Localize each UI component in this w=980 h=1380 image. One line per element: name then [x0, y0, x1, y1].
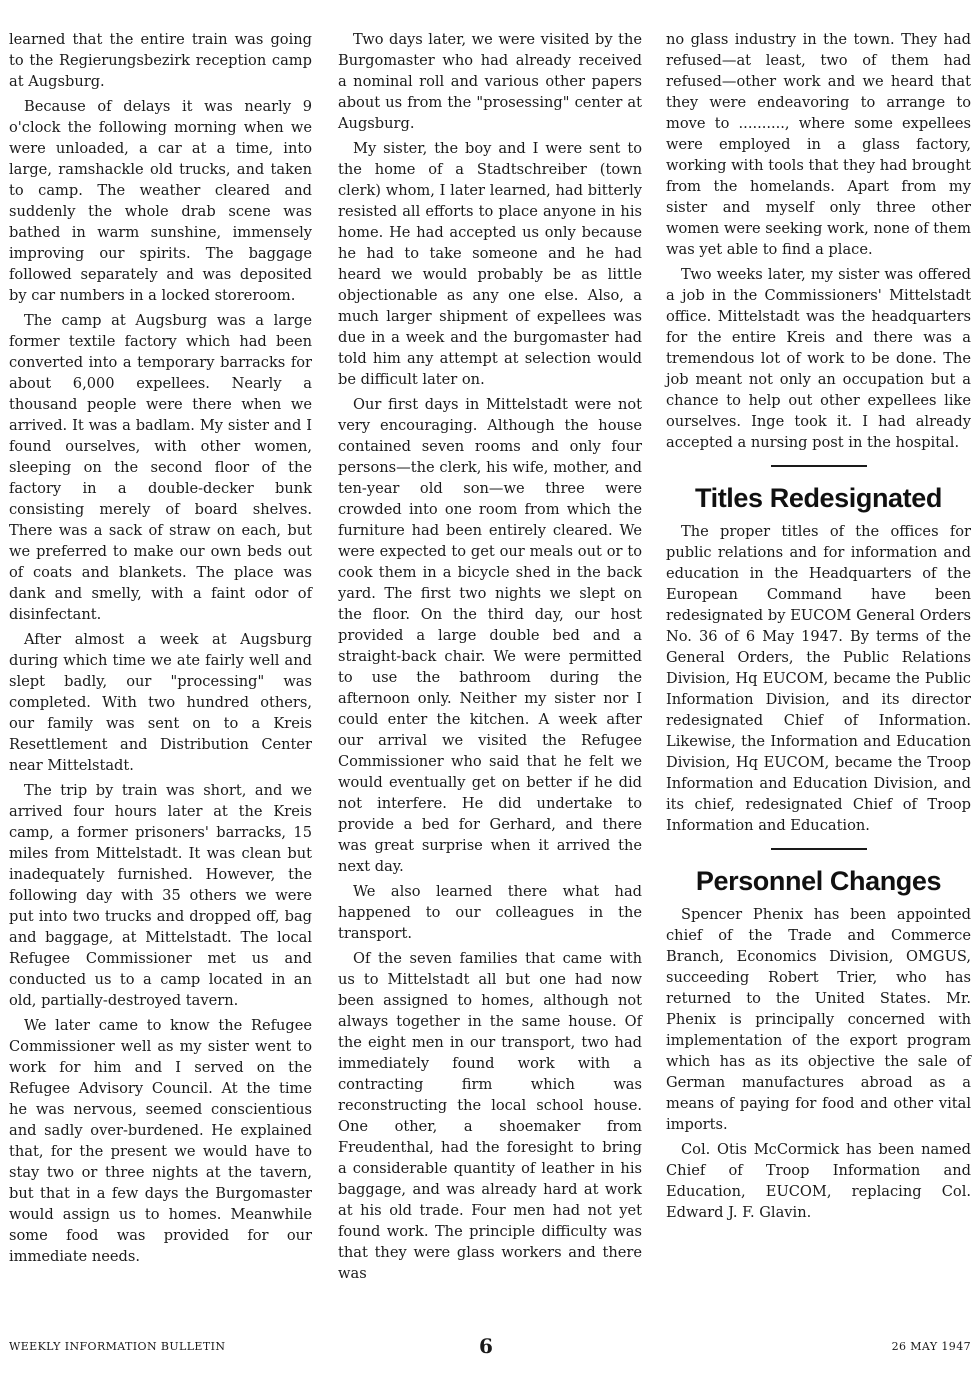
paragraph: After almost a week at Augsburg during which time we ate fairly well and slept badly, our "processing" was completed. With two hundred others, our family was sent on to a Kreis Resettlement and Distribution Center near Mittelstadt.	[9, 631, 312, 774]
paragraph: Because of delays it was nearly 9 o'clock the following morning when we were unloaded, a car at a time, into large, ramshackle old trucks, and taken to camp. The weather cleared and suddenly the whole drab scene was bathed in warm sunshine, immensely improving our spirits. The baggage followed separately and was deposited by car numbers in a locked storeroom.	[9, 98, 312, 304]
section-heading-titles: Titles Redesignated	[695, 483, 942, 513]
section-divider	[771, 848, 867, 850]
paragraph: Two weeks later, my sister was offered a job in the Commissioners' Mittelstadt office. Mittelstadt was the headquarters for the entire Kreis and there was a tremendous lot of work to be done. The job meant not only an occupation but a chance to help out other expellees like ourselves. Inge took it. I had already accepted a nursing post in the hospital.	[666, 266, 971, 451]
column-left	[9, 29, 312, 1271]
paragraph: The proper titles of the offices for public relations and for information and education in the Headquarters of the European Command have been redesignated by EUCOM General Orders No. 36 of 6 May 1947. By terms of the General Orders, the Public Relations Division, Hq EUCOM, became the Public Information Division, and its director redesignated Chief of Information. Likewise, the Information and Education Division, Hq EUCOM, became the Troop Information and Education Division, and its chief, redesignated Chief of Troop Information and Education.	[666, 523, 971, 834]
column-middle	[338, 29, 642, 1288]
paragraph: Our first days in Mittelstadt were not very encouraging. Although the house contained seven rooms and only four persons—the clerk, his wife, mother, and ten-year old son—we three were crowded into one room from which the furniture had been entirely cleared. We were expected to get our meals out or to cook them in a bicycle shed in the back yard. The first two nights we slept on the floor. On the third day, our host provided a large double bed and a straight-back chair. We were permitted to use the bathroom during the afternoon only. Neither my sister nor I could enter the kitchen. A week after our arrival we visited the Refugee Commissioner who said that he felt we would eventually get on better if he did not interfere. He did undertake to provide a bed for Gerhard, and there was great surprise when it arrived the next day.	[338, 396, 642, 875]
paragraph: The trip by train was short, and we arrived four hours later at the Kreis camp, a former prisoners' barracks, 15 miles from Mittelstadt. It was clean but inadequately furnished. However, the following day with 35 others we were put into two trucks and dropped off, bag and baggage, at Mittelstadt. The local Refugee Commissioner met us and conducted us to a camp located in an old, partially-destroyed tavern.	[9, 782, 312, 1009]
paragraph: Of the seven families that came with us to Mittelstadt all but one had now been assigned to homes, although not always together in the same house. Of the eight men in our transport, two had immediately found work with a contracting firm which was reconstructing the local school house. One other, a shoemaker from Freudenthal, had the foresight to bring a considerable quantity of leather in his baggage, and was already hard at work at his old trade. Four men had not yet found work. The principle difficulty was that they were glass workers and there was	[338, 950, 642, 1282]
paragraph: Spencer Phenix has been appointed chief of the Trade and Commerce Branch, Economics Division, OMGUS, succeeding Robert Trier, who has returned to the United States. Mr. Phenix is principally concerned with implementation of the export program which has as its objective the sale of German manufactures abroad as a means of paying for food and other vital imports.	[666, 906, 971, 1133]
section-heading-personnel: Personnel Changes	[695, 866, 942, 896]
page-footer	[9, 1334, 971, 1364]
page-number: 6	[479, 1334, 494, 1358]
paragraph: My sister, the boy and I were sent to the home of a Stadtschreiber (town clerk) whom, I later learned, had bitterly resisted all efforts to place anyone in his home. He had accepted us only because he had to take someone and he had heard we would probably be as little objectionable as any one else. Also, a much larger shipment of expellees was due in a week and the burgomaster had told him any attempt at selection would be difficult later on.	[338, 140, 642, 388]
publication-name: WEEKLY INFORMATION BULLETIN	[9, 1340, 226, 1353]
paragraph: The camp at Augsburg was a large former textile factory which had been converted into a temporary barracks for about 6,000 expellees. Nearly a thousand people were there when we arrived. It was a badlam. My sister and I found ourselves, with other women, sleeping on the second floor of the factory in a double-decker bunk consisting merely of board shelves. There was a sack of straw on each, but we preferred to make our own beds out of coats and blankets. The place was dank and smelly, with a faint odor of disinfectant.	[9, 312, 312, 623]
paragraph: Two days later, we were visited by the Burgomaster who had already received a nominal roll and various other papers about us from the "prosessing" center at Augsburg.	[338, 31, 642, 132]
paragraph: We also learned there what had happened to our colleagues in the transport.	[338, 883, 642, 942]
paragraph: learned that the entire train was going to the Regierungsbezirk reception camp at Augsburg.	[9, 31, 312, 90]
paragraph: We later came to know the Refugee Commissioner well as my sister went to work for him and I served on the Refugee Advisory Council. At the time he was nervous, seemed conscientious and sadly over-burdened. He explained that, for the present we would have to stay two or three nights at the tavern, but that in a few days the Burgomaster would assign us to homes. Meanwhile some food was provided for our immediate needs.	[9, 1017, 312, 1265]
paragraph: Col. Otis McCormick has been named Chief of Troop Information and Education, EUCOM, replacing Col. Edward J. F. Glavin.	[666, 1141, 971, 1221]
column-right	[666, 29, 971, 1227]
paragraph: no glass industry in the town. They had refused—at least, two of them had refused—other work and we heard that they were endeavoring to arrange to move to .........., where some expellees were employed in a glass factory, working with tools that they had brought from the homelands. Apart from my sister and myself only three other women were seeking work, none of them was yet able to find a place.	[666, 31, 971, 258]
issue-date: 26 MAY 1947	[891, 1340, 971, 1353]
section-divider	[771, 465, 867, 467]
